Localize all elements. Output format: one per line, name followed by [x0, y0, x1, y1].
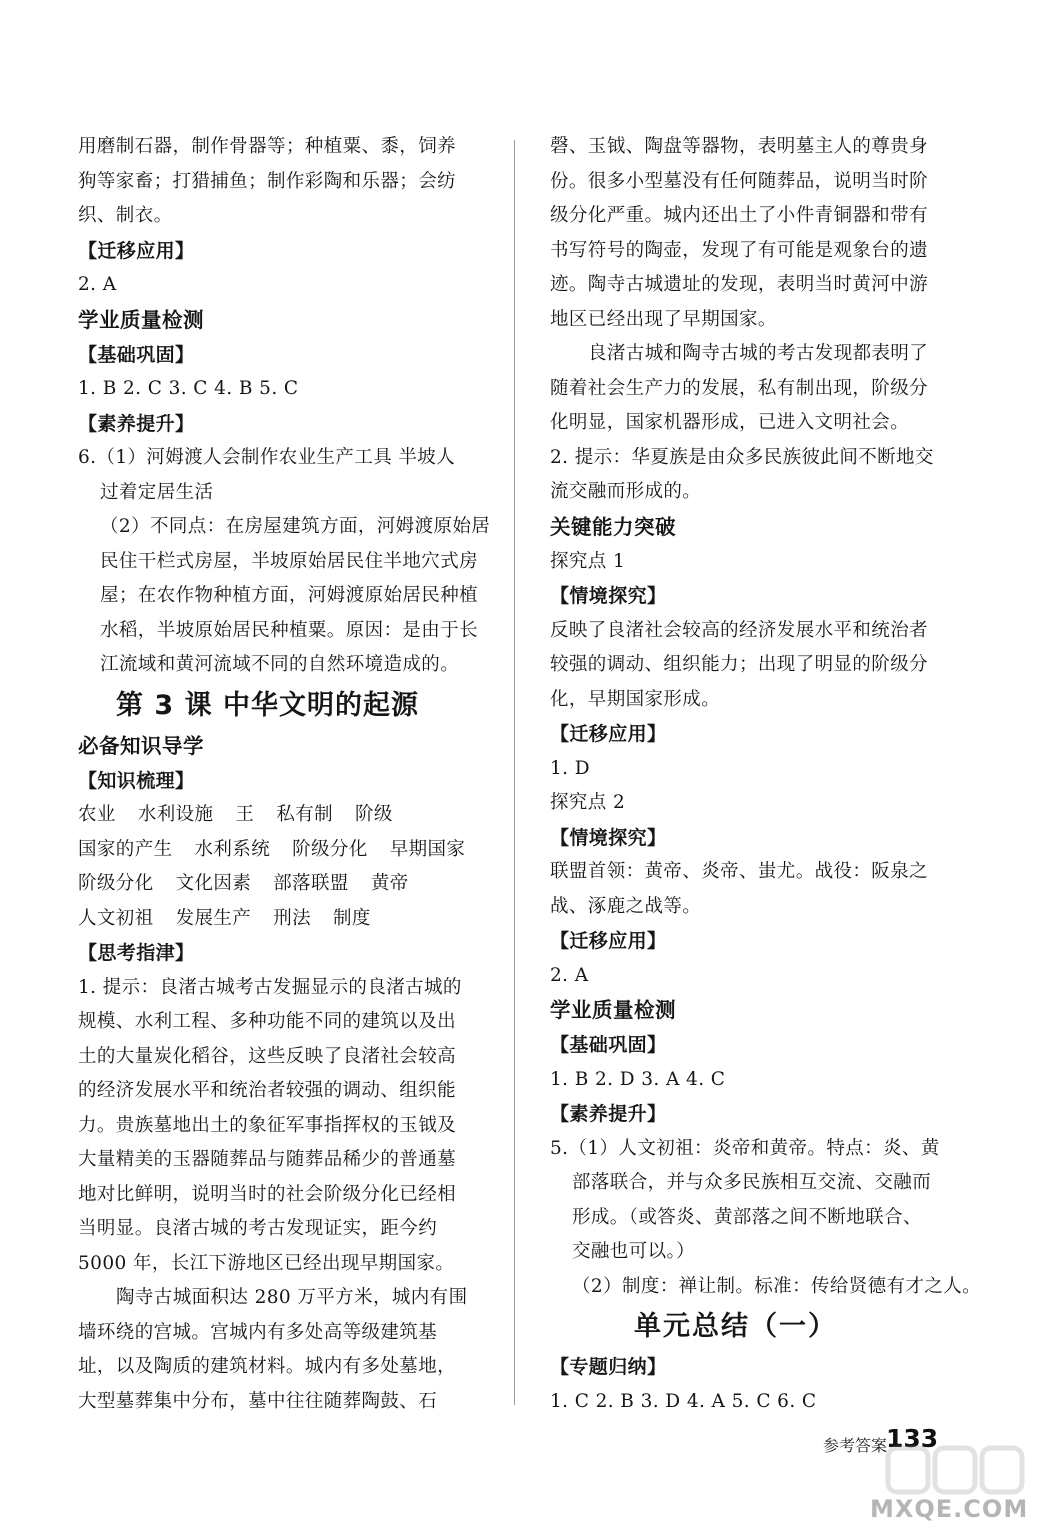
text-line: 1. D — [550, 757, 590, 779]
text-line: 大量精美的玉器随葬品与随葬品稀少的普通墓 — [78, 1149, 457, 1170]
text-line: 大型墓葬集中分布，墓中往往随葬陶鼓、石 — [78, 1390, 438, 1412]
text-line: 址，以及陶质的建筑材料。城内有多处墓地， — [78, 1356, 457, 1377]
section-label: 【基础巩固】 — [78, 343, 195, 366]
watermark-text: MXQE.COM — [870, 1495, 1029, 1523]
text-line: 地区已经出现了早期国家。 — [550, 308, 777, 330]
keyword-row — [78, 902, 476, 937]
text-line: 2. 提示：华夏族是由众多民族彼此间不断地交 — [550, 446, 934, 468]
section-label: 【知识梳理】 — [78, 769, 195, 792]
text-line: 狗等家畜；打猎捕鱼；制作彩陶和乐器；会纺 — [78, 170, 457, 192]
section-heading: 学业质量检测 — [78, 307, 204, 332]
answer-continuation: 过着定居生活 — [100, 481, 214, 503]
text-line: 联盟首领：黄帝、炎帝、蚩尤。战役：阪泉之 — [550, 861, 929, 882]
answer-continuation: 屋；在农作物种植方面，河姆渡原始居民种植 — [100, 585, 479, 606]
text-line: 较强的调动、组织能力；出现了明显的阶级分 — [550, 654, 929, 675]
section-label: 【素养提升】 — [78, 412, 195, 435]
text-line: 探究点 2 — [550, 792, 626, 813]
text-line: 1. B 2. D 3. A 4. C — [550, 1068, 726, 1090]
text-line: 地对比鲜明，说明当时的社会阶级分化已经相 — [78, 1183, 457, 1205]
section-heading: 学业质量检测 — [550, 998, 676, 1022]
keyword: 水利设施 — [137, 804, 214, 825]
text-line: 1. 提示：良渚古城考古发掘显示的良渚古城的 — [78, 976, 462, 998]
keyword: 黄帝 — [370, 873, 409, 894]
text-line: 迹。陶寺古城遗址的发现，表明当时黄河中游 — [550, 274, 929, 295]
text-line: 磬、玉钺、陶盘等器物，表明墓主人的尊贵身 — [550, 136, 929, 157]
unit-title: 单元总结（一） — [634, 1311, 837, 1342]
keyword: 王 — [235, 804, 255, 825]
left-column — [78, 130, 491, 1419]
keyword: 文化因素 — [175, 873, 252, 894]
answer-continuation: 形成。（或答炎、黄部落之间不断地联合、 — [572, 1206, 922, 1228]
text-line: 1. C 2. B 3. D 4. A 5. C 6. C — [550, 1390, 817, 1412]
keyword: 阶级分化 — [78, 873, 154, 894]
text-line: 随着社会生产力的发展，私有制出现，阶级分 — [550, 377, 929, 399]
section-label: 【专题归纳】 — [550, 1356, 667, 1378]
text-line: 书写符号的陶壶，发现了有可能是观象台的遗 — [550, 239, 929, 261]
answer-continuation: 民住干栏式房屋，半坡原始居民住半地穴式房 — [100, 550, 479, 572]
answer-continuation: 部落联合，并与众多民族相互交流、交融而 — [572, 1172, 932, 1193]
answer-continuation: 江流域和黄河流域不同的自然环境造成的。 — [100, 654, 460, 675]
keyword: 阶级分化 — [292, 838, 368, 860]
right-column — [550, 130, 982, 1419]
keyword: 国家的产生 — [78, 838, 173, 860]
text-line: 反映了良渚社会较高的经济发展水平和统治者 — [550, 619, 929, 641]
page-number: 133 — [886, 1424, 939, 1453]
text-line: 1. B 2. C 3. C 4. B 5. C — [78, 378, 299, 399]
text-line: 化，早期国家形成。 — [550, 688, 721, 710]
keyword: 阶级 — [355, 804, 393, 825]
section-label: 【迁移应用】 — [78, 239, 195, 262]
text-line: 5.（1）人文初祖：炎帝和黄帝。特点：炎、黄 — [550, 1137, 940, 1159]
keyword: 刑法 — [273, 907, 312, 929]
keyword: 私有制 — [276, 804, 334, 825]
section-label: 【思考指津】 — [78, 942, 195, 964]
keyword-row — [78, 833, 476, 868]
text-line: 化明显，国家机器形成，已进入文明社会。 — [550, 412, 910, 433]
text-line: 墙环绕的宫城。宫城内有多处高等级建筑基 — [78, 1321, 438, 1343]
answer-continuation: 交融也可以。） — [572, 1241, 696, 1262]
text-line: 土的大量炭化稻谷，这些反映了良渚社会较高 — [78, 1045, 457, 1067]
paragraph-start: 陶寺古城面积达 280 万平方米，城内有围 — [116, 1287, 468, 1308]
text-line: 规模、水利工程、多种功能不同的建筑以及出 — [78, 1011, 457, 1032]
text-line: 2. A — [78, 274, 117, 295]
section-heading: 必备知识导学 — [78, 733, 204, 758]
keyword: 农业 — [78, 804, 116, 825]
section-label: 【迁移应用】 — [550, 930, 667, 952]
answer-continuation: （2）不同点：在房屋建筑方面，河姆渡原始居 — [100, 516, 491, 537]
keyword: 人文初祖 — [78, 907, 154, 929]
keyword: 早期国家 — [389, 838, 466, 860]
text-line: 6.（1）河姆渡人会制作农业生产工具 半坡人 — [78, 447, 456, 468]
text-line: 当明显。良渚古城的考古发现证实，距今约 — [78, 1218, 438, 1239]
keyword-row — [78, 867, 476, 902]
keyword: 部落联盟 — [273, 873, 349, 894]
lesson-title: 第 3 课 中华文明的起源 — [116, 689, 419, 721]
text-line: 用磨制石器，制作骨器等；种植粟、黍，饲养 — [78, 136, 457, 157]
keyword: 水利系统 — [194, 838, 271, 860]
text-line: 探究点 1 — [550, 550, 626, 572]
keyword-row — [78, 798, 476, 833]
section-label: 【迁移应用】 — [550, 723, 667, 745]
text-line: 级分化严重。城内还出土了小件青铜器和带有 — [550, 205, 929, 226]
section-heading: 关键能力突破 — [550, 514, 676, 539]
text-line: 战、涿鹿之战等。 — [550, 895, 702, 917]
answer-continuation: 水稻，半坡原始居民种植粟。原因：是由于长 — [100, 619, 479, 641]
section-label: 【基础巩固】 — [550, 1034, 667, 1056]
text-line: 5000 年，长江下游地区已经出现早期国家。 — [78, 1252, 455, 1274]
text-line: 2. A — [550, 964, 589, 986]
paragraph-start: 良渚古城和陶寺古城的考古发现都表明了 — [588, 343, 929, 364]
text-line: 流交融而形成的。 — [550, 481, 702, 502]
keyword: 发展生产 — [175, 907, 252, 929]
section-label: 【情境探究】 — [550, 585, 667, 607]
answer-continuation: （2）制度：禅让制。标准：传给贤德有才之人。 — [572, 1275, 982, 1297]
column-divider — [514, 140, 515, 1405]
keyword: 制度 — [333, 907, 371, 929]
text-line: 的经济发展水平和统治者较强的调动、组织能 — [78, 1080, 457, 1101]
text-line: 织、制衣。 — [78, 205, 173, 226]
footer-label: 参考答案 — [823, 1436, 888, 1455]
section-label: 【情境探究】 — [550, 826, 667, 849]
text-line: 份。很多小型墓没有任何随葬品，说明当时阶 — [550, 170, 929, 192]
section-label: 【素养提升】 — [550, 1103, 667, 1125]
text-line: 力。贵族墓地出土的象征军事指挥权的玉钺及 — [78, 1114, 457, 1136]
